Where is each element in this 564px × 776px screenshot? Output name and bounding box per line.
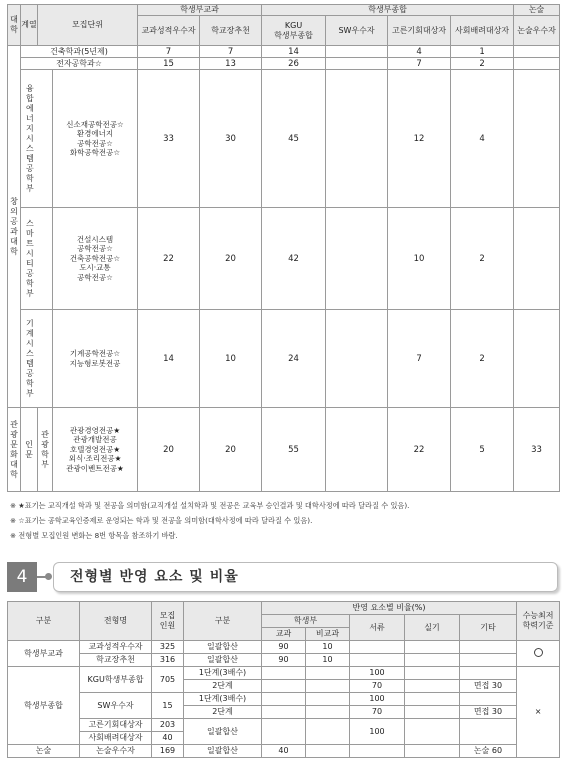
value-cell <box>306 680 350 693</box>
header-sub: 사회배려대상자 <box>451 16 514 46</box>
header-count: 모집 인원 <box>152 602 184 641</box>
value-cell: 2 <box>451 310 514 408</box>
dept-name: 기계시스템공학부 <box>21 310 53 408</box>
header-type: 구분 <box>8 602 80 641</box>
value-cell: 100 <box>350 693 405 706</box>
value-cell: 7 <box>138 46 200 58</box>
stage-cell: 일괄합산 <box>184 654 262 667</box>
value-cell: 면접 30 <box>460 680 517 693</box>
dept-name: 관광학부 <box>38 408 53 492</box>
header-group-nonsul: 논술 <box>514 5 560 16</box>
value-cell <box>514 310 560 408</box>
header-unit: 모집단위 <box>38 5 138 46</box>
group-cell: 학생부종합 <box>8 667 80 745</box>
header-docs: 서류 <box>350 615 405 641</box>
table-row <box>8 208 560 310</box>
value-cell <box>405 719 460 745</box>
value-cell: 10 <box>200 310 262 408</box>
table-row <box>8 693 560 706</box>
value-cell <box>460 719 517 745</box>
value-cell: 7 <box>388 310 451 408</box>
value-cell <box>306 745 350 758</box>
value-cell: 40 <box>262 745 306 758</box>
value-cell: 100 <box>350 719 405 745</box>
value-cell <box>405 680 460 693</box>
header-name: 전형명 <box>80 602 152 641</box>
table-row <box>8 408 560 492</box>
count-cell: 15 <box>152 693 184 719</box>
header-sub: 논술우수자 <box>514 16 560 46</box>
value-cell: 5 <box>451 408 514 492</box>
value-cell <box>514 58 560 70</box>
value-cell <box>460 693 517 706</box>
value-cell: 33 <box>514 408 560 492</box>
value-cell: 30 <box>200 70 262 208</box>
value-cell: 55 <box>262 408 326 492</box>
group-cell: 학생부교과 <box>8 641 80 667</box>
header-group-gyogwa: 학생부교과 <box>138 5 262 16</box>
stage-cell: 1단계(3배수) <box>184 667 262 680</box>
table-row <box>8 641 560 654</box>
table-row <box>8 745 560 758</box>
value-cell: 1 <box>451 46 514 58</box>
table-row <box>8 654 560 667</box>
name-cell: 고른기회대상자 <box>80 719 152 732</box>
value-cell <box>262 680 306 693</box>
value-cell <box>405 706 460 719</box>
admission-quota-table <box>7 4 560 492</box>
count-cell: 325 <box>152 641 184 654</box>
header-sub: KGU 학생부종합 <box>262 16 326 46</box>
footnotes <box>10 498 558 543</box>
value-cell <box>326 408 388 492</box>
stage-cell: 일괄합산 <box>184 719 262 745</box>
footnote: ※ ★표기는 교직개설 학과 및 전공을 의미함(교직개설 설치학과 및 전공은 교육부 승인결과 및 대학사정에 따라 달라질 수 있음). <box>10 501 410 510</box>
value-cell <box>326 58 388 70</box>
value-cell <box>460 667 517 680</box>
header-sub: 학교장추천 <box>200 16 262 46</box>
header-csat: 수능최저 학력기준 <box>517 602 560 641</box>
value-cell: 90 <box>262 641 306 654</box>
count-cell: 705 <box>152 667 184 693</box>
footnote: ※ ☆표기는 공학교육인증제로 운영되는 학과 및 전공을 의미함(대학사정에 따라 달라질 수 있음). <box>10 516 313 525</box>
value-cell: 20 <box>200 208 262 310</box>
dept-name: 융합에너지시스템공학부 <box>21 70 53 208</box>
header-group-jonghap: 학생부종합 <box>262 5 514 16</box>
count-cell: 203 <box>152 719 184 732</box>
value-cell: 14 <box>138 310 200 408</box>
value-cell: 10 <box>306 641 350 654</box>
value-cell <box>326 46 388 58</box>
header-hakseng: 학생부 <box>262 615 350 628</box>
value-cell <box>460 641 517 654</box>
section-header <box>7 562 559 594</box>
major-list: 관광경영전공★ 관광개발전공 호텔경영전공★ 외식·조리전공★ 관광이벤트전공★ <box>53 408 138 492</box>
table-row <box>8 719 560 732</box>
section-number: 4 <box>7 562 37 592</box>
unit-name: 전자공학과☆ <box>21 58 138 70</box>
major-list: 기계공학전공☆ 지능형로봇전공 <box>53 310 138 408</box>
stage-cell: 2단계 <box>184 706 262 719</box>
major-list: 건설시스템 공학전공☆ 건축공학전공☆ 도시·교통 공학전공☆ <box>53 208 138 310</box>
value-cell <box>326 310 388 408</box>
value-cell: 10 <box>306 654 350 667</box>
value-cell <box>326 70 388 208</box>
value-cell: 20 <box>200 408 262 492</box>
circle-mark <box>534 648 543 657</box>
value-cell: 100 <box>350 667 405 680</box>
table-row <box>8 58 560 70</box>
value-cell <box>514 70 560 208</box>
connector-dot <box>45 573 52 580</box>
header-sub: 고른기회대상자 <box>388 16 451 46</box>
table-row <box>8 70 560 208</box>
value-cell: 24 <box>262 310 326 408</box>
header-field: 계열 <box>21 5 38 46</box>
value-cell: 4 <box>388 46 451 58</box>
value-cell <box>262 719 306 745</box>
value-cell: 33 <box>138 70 200 208</box>
header-sub: SW우수자 <box>326 16 388 46</box>
value-cell: 면접 30 <box>460 706 517 719</box>
header-practical: 실기 <box>405 615 460 641</box>
value-cell: 22 <box>138 208 200 310</box>
value-cell: 45 <box>262 70 326 208</box>
csat-cell <box>517 641 560 667</box>
value-cell <box>405 745 460 758</box>
csat-cell: × <box>517 667 560 758</box>
value-cell: 논술 60 <box>460 745 517 758</box>
stage-cell: 2단계 <box>184 680 262 693</box>
header-stage: 구분 <box>184 602 262 641</box>
value-cell: 13 <box>200 58 262 70</box>
value-cell <box>405 641 460 654</box>
header-bigyogwa: 비교과 <box>306 628 350 641</box>
value-cell <box>306 719 350 745</box>
header-college: 대학 <box>8 5 21 46</box>
name-cell: SW우수자 <box>80 693 152 719</box>
field-cell: 인문 <box>21 408 38 492</box>
group-cell: 논술 <box>8 745 80 758</box>
major-list: 신소재공학전공☆ 환경에너지 공학전공☆ 화학공학전공☆ <box>53 70 138 208</box>
college-cell: 관광문화대학 <box>8 408 21 492</box>
value-cell <box>405 667 460 680</box>
value-cell <box>306 667 350 680</box>
header-sub: 교과성적우수자 <box>138 16 200 46</box>
table-row <box>8 46 560 58</box>
stage-cell: 1단계(3배수) <box>184 693 262 706</box>
header-other: 기타 <box>460 615 517 641</box>
count-cell: 40 <box>152 732 184 745</box>
table-row <box>8 667 560 680</box>
count-cell: 316 <box>152 654 184 667</box>
value-cell <box>460 654 517 667</box>
value-cell <box>306 706 350 719</box>
value-cell <box>405 654 460 667</box>
value-cell: 15 <box>138 58 200 70</box>
value-cell <box>350 641 405 654</box>
section-title-box <box>53 562 558 592</box>
value-cell: 20 <box>138 408 200 492</box>
value-cell: 2 <box>451 208 514 310</box>
dept-name: 스마트시티공학부 <box>21 208 53 310</box>
value-cell: 42 <box>262 208 326 310</box>
value-cell: 12 <box>388 70 451 208</box>
value-cell <box>262 706 306 719</box>
header-ratio: 반영 요소별 비율(%) <box>262 602 517 615</box>
value-cell: 7 <box>200 46 262 58</box>
value-cell <box>262 667 306 680</box>
value-cell: 70 <box>350 680 405 693</box>
header-gyogwa: 교과 <box>262 628 306 641</box>
ratio-table <box>7 601 560 758</box>
table-row <box>8 310 560 408</box>
value-cell: 22 <box>388 408 451 492</box>
stage-cell: 일괄합산 <box>184 745 262 758</box>
value-cell: 26 <box>262 58 326 70</box>
footnote: ※ 전형별 모집인원 변화는 8번 항목을 참조하기 바람. <box>10 531 178 540</box>
section-title: 전형별 반영 요소 및 비율 <box>70 569 239 585</box>
name-cell: 교과성적우수자 <box>80 641 152 654</box>
value-cell: 2 <box>451 58 514 70</box>
value-cell <box>350 745 405 758</box>
value-cell <box>262 693 306 706</box>
value-cell: 10 <box>388 208 451 310</box>
value-cell: 7 <box>388 58 451 70</box>
name-cell: KGU학생부종합 <box>80 667 152 693</box>
name-cell: 논술우수자 <box>80 745 152 758</box>
value-cell <box>514 46 560 58</box>
stage-cell: 일괄합산 <box>184 641 262 654</box>
value-cell: 4 <box>451 70 514 208</box>
college-cell: 창의공과대학 <box>8 46 21 408</box>
value-cell: 70 <box>350 706 405 719</box>
count-cell: 169 <box>152 745 184 758</box>
value-cell <box>326 208 388 310</box>
name-cell: 사회배려대상자 <box>80 732 152 745</box>
unit-name: 건축학과(5년제) <box>21 46 138 58</box>
value-cell <box>306 693 350 706</box>
value-cell <box>350 654 405 667</box>
value-cell <box>405 693 460 706</box>
value-cell: 90 <box>262 654 306 667</box>
value-cell: 14 <box>262 46 326 58</box>
value-cell <box>514 208 560 310</box>
name-cell: 학교장추천 <box>80 654 152 667</box>
